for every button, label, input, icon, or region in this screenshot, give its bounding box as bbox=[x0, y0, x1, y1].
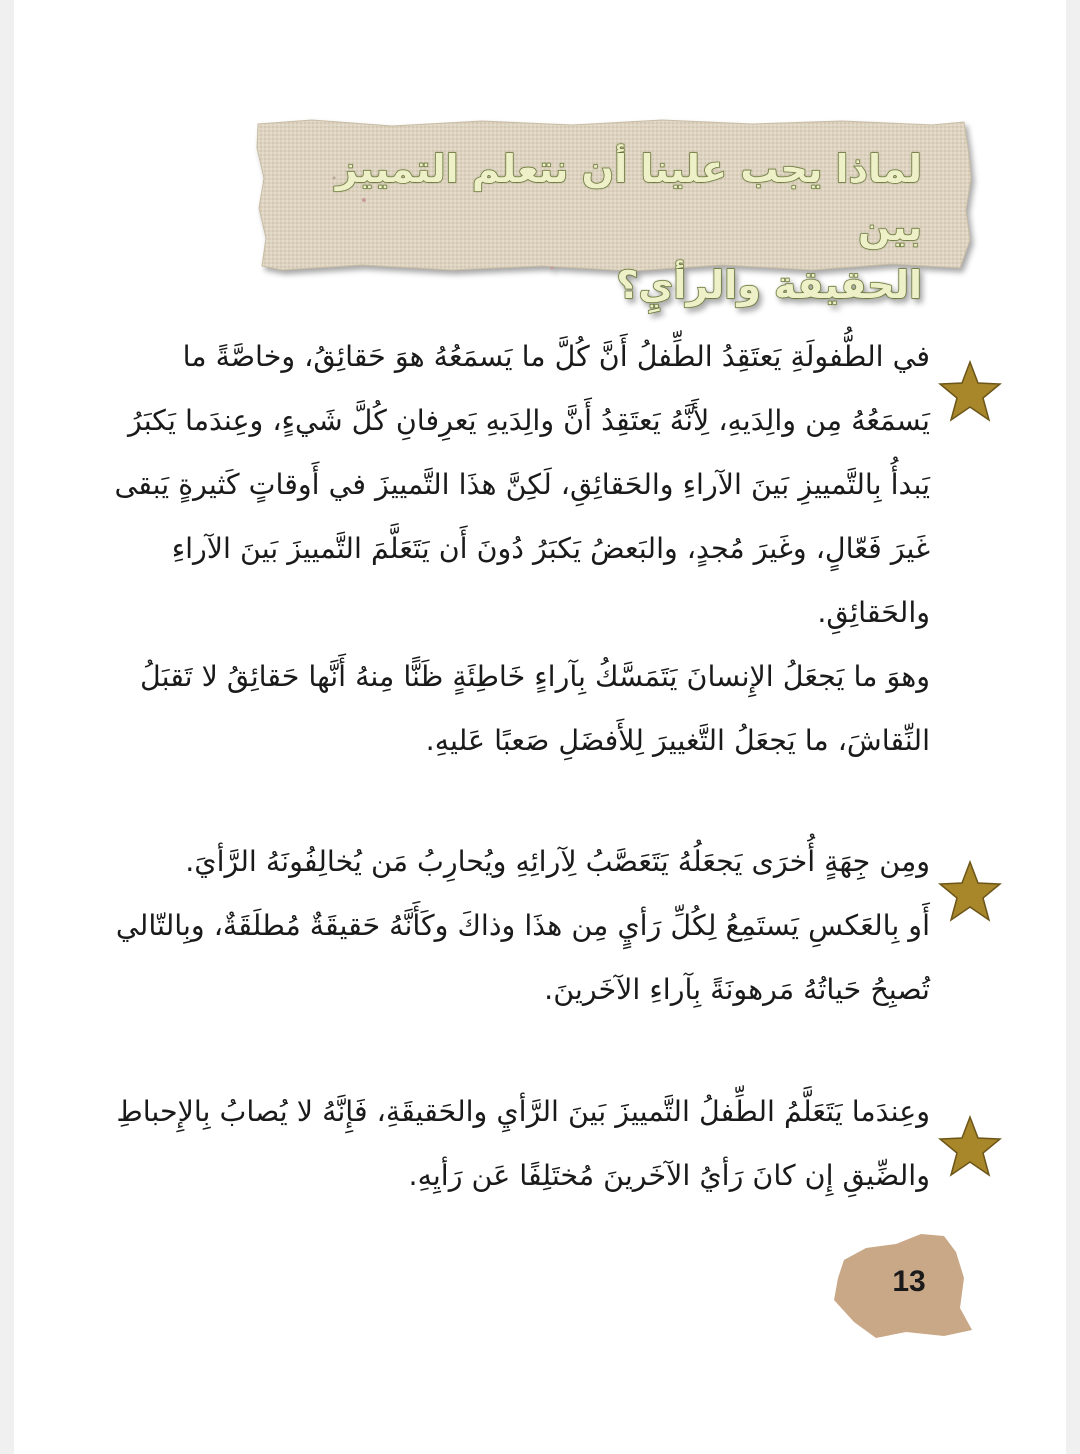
title-line-1: لماذا يجب علينا أن نتعلم التمييز بين bbox=[335, 147, 922, 249]
star-icon bbox=[938, 360, 1002, 422]
paragraph-line: تُصبِحُ حَياتُهُ مَرهونَةً بِآراءِ الآخَرينَ. bbox=[544, 973, 930, 1006]
paragraph-line: في الطُّفولَةِ يَعتَقِدُ الطِّفلُ أَنَّ كُلَّ ما يَسمَعُهُ هوَ حَقائِقُ، وخاصَّةً ما bbox=[182, 340, 930, 373]
paragraph-line: ومِن جِهَةٍ أُخرَى يَجعَلُهُ يَتَعَصَّبُ لِآرائِهِ ويُحارِبُ مَن يُخالِفُونَهُ الرَّأيَ. bbox=[185, 845, 930, 878]
page-title bbox=[302, 140, 922, 314]
paragraph-1 bbox=[110, 325, 930, 773]
paragraph-line: يَسمَعُهُ مِن والِدَيهِ، لِأَنَّهُ يَعتَقِدُ أَنَّ والِدَيهِ يَعرِفانِ كُلَّ شَيءٍ، وعِندَما يَكبَرُ bbox=[127, 404, 930, 437]
book-page bbox=[14, 0, 1066, 1454]
star-icon bbox=[938, 1115, 1002, 1177]
paragraph-line: وهوَ ما يَجعَلُ الإِنسانَ يَتَمَسَّكُ بِآراءٍ خَاطِئَةٍ ظَنًّا مِنهُ أَنَّها حَقائِقُ لا تَقبَلُ bbox=[140, 660, 930, 693]
page-number: 13 bbox=[892, 1265, 926, 1298]
paragraph-line: والضِّيقِ إِن كانَ رَأيُ الآخَرينَ مُختَلِفًا عَن رَأيِهِ. bbox=[408, 1159, 930, 1192]
paragraph-3 bbox=[110, 1080, 930, 1208]
paragraph-2 bbox=[110, 830, 930, 1022]
paragraph-line: وعِندَما يَتَعَلَّمُ الطِّفلُ التَّمييزَ بَينَ الرَّأيِ والحَقيقَةِ، فَإِنَّهُ لا يُصابُ بِالإِحباطِ bbox=[116, 1095, 930, 1128]
paragraph-line: والحَقائِقِ. bbox=[817, 596, 930, 629]
star-icon bbox=[938, 860, 1002, 922]
paragraph-line: غَيرَ فَعّالٍ، وغَيرَ مُجدٍ، والبَعضُ يَكبَرُ دُونَ أَن يَتَعَلَّمَ التَّمييزَ بَينَ الآراءِ bbox=[171, 532, 930, 565]
title-line-2: الحقيقة والرأيِ؟ bbox=[616, 263, 922, 307]
paragraph-line: أَو بِالعَكسِ يَستَمِعُ لِكُلِّ رَأيٍ مِن هذَا وذاكَ وكَأَنَّهُ حَقيقَةٌ مُطلَقَةٌ، وبِالتّالي bbox=[115, 909, 930, 942]
paragraph-line: النِّقاشَ، ما يَجعَلُ التَّغييرَ لِلأَفضَلِ صَعبًا عَليهِ. bbox=[425, 724, 930, 757]
title-banner bbox=[252, 118, 977, 307]
paragraph-line: يَبدأُ بِالتَّمييزِ بَينَ الآراءِ والحَقائِقِ، لَكِنَّ هذَا التَّمييزَ في أَوقاتٍ كَثيرةٍ يَبقى bbox=[114, 468, 930, 501]
